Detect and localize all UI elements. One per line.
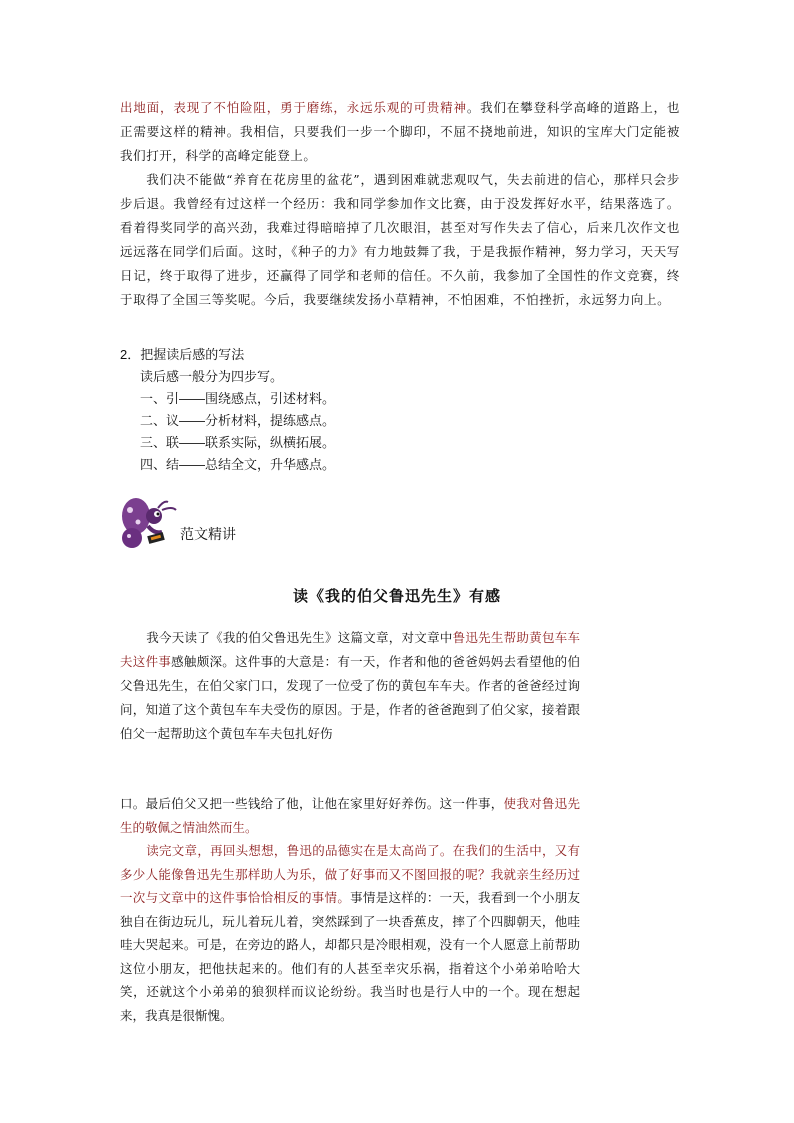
section-intro: 读后感一般分为四步写。 [140,369,284,384]
essay-continuation [120,96,680,312]
section-banner [118,494,258,554]
body-text: 我今天读了《我的伯父鲁迅先生》这篇文章，对文章中 [146,630,453,645]
sample-paragraph-2 [120,792,580,1027]
sample-title: 读《我的伯父鲁迅先生》有感 [292,587,501,605]
body-text: 。我们在攀登科学高峰的道路上，也正需要这样的精神。我相信，只要我们一步一个脚印，不屈不挠地前进，知识的宝库大门定能被我们打开，科学的高峰定能登上。 [120,100,680,163]
step-item: 三、联——联系实际，纵横拓展。 [140,435,336,450]
banner-label: 范文精讲 [180,526,236,542]
essay-paragraph: 我们决不能做“养育在花房里的盆花”，遇到困难就悲观叹气，失去前进的信心，那样只会步步后退。我曾经有过这样一个经历：我和同学参加作文比赛，由于没发挥好水平，结果落选了。看着得奖同学的高兴劲，我难过得暗暗掉了几次眼泪，甚至对写作失去了信心，后来几次作文也远远落在同学们后面。这时，《种子的力》有力地鼓舞了我，于是我振作精神，努力学习，天天写日记，终于取得了进步，还赢得了同学和老师的信任。不久前，我参加了全国性的作文竞赛，终于取得了全国三等奖呢。今后，我要继续发扬小草精神，不怕困难，不怕挫折，永远努力向上。 [120,172,680,307]
body-text: 感触颇深。这件事的大意是：有一天，作者和他的爸爸妈妈去看望他的伯父鲁迅先生，在伯父家门口，发现了一位受了伤的黄包车车夫。作者的爸爸经过询问，知道了这个黄包车车夫受伤的原因。于是，作者的爸爸跑到了伯父家，接着跟伯父一起帮助这个黄包车车夫包扎好伤 [120,654,580,741]
highlight-text: 使我对鲁迅先生的敬佩之情油然而生。 [120,796,580,835]
body-text: 事情是这样的：一天，我看到一个小朋友独自在街边玩儿，玩儿着玩儿着，突然踩到了一块香蕉皮，摔了个四脚朝天，他哇哇大哭起来。可是，在旁边的路人，却都只是冷眼相观，没有一个人愿意上前帮助这位小朋友，把他扶起来的。他们有的人甚至幸灾乐祸，指着这个小弟弟哈哈大笑，还就这个小弟弟的狼狈样而议论纷纷。我当时也是行人中的一个。现在想起来，我真是很惭愧。 [120,890,580,1023]
section-heading: 2．把握读后感的写法 [120,347,245,362]
body-text: 口。最后伯父又把一些钱给了他，让他在家里好好养伤。这一件事， [120,796,504,811]
step-item: 四、结——总结全文，升华感点。 [140,457,336,472]
highlight-text: 出地面，表现了不怕险阻，勇于磨练，永远乐观的可贵精神 [120,100,467,115]
sample-paragraph-1 [120,626,580,746]
highlight-text: 鲁迅先生帮助黄包车车夫这件事 [120,630,580,669]
butterfly-mascot-icon [118,494,188,554]
step-item: 二、议——分析材料，提练感点。 [140,413,336,428]
step-item: 一、引——围绕感点，引述材料。 [140,391,336,406]
writing-method-section [120,344,335,476]
highlight-text: 读完文章，再回头想想，鲁迅的品德实在是太高尚了。在我们的生活中，又有多少人能像鲁迅先生那样助人为乐，做了好事而又不图回报的呢？我就亲生经历过一次与文章中的这件事恰恰相反的事情。 [120,843,580,905]
